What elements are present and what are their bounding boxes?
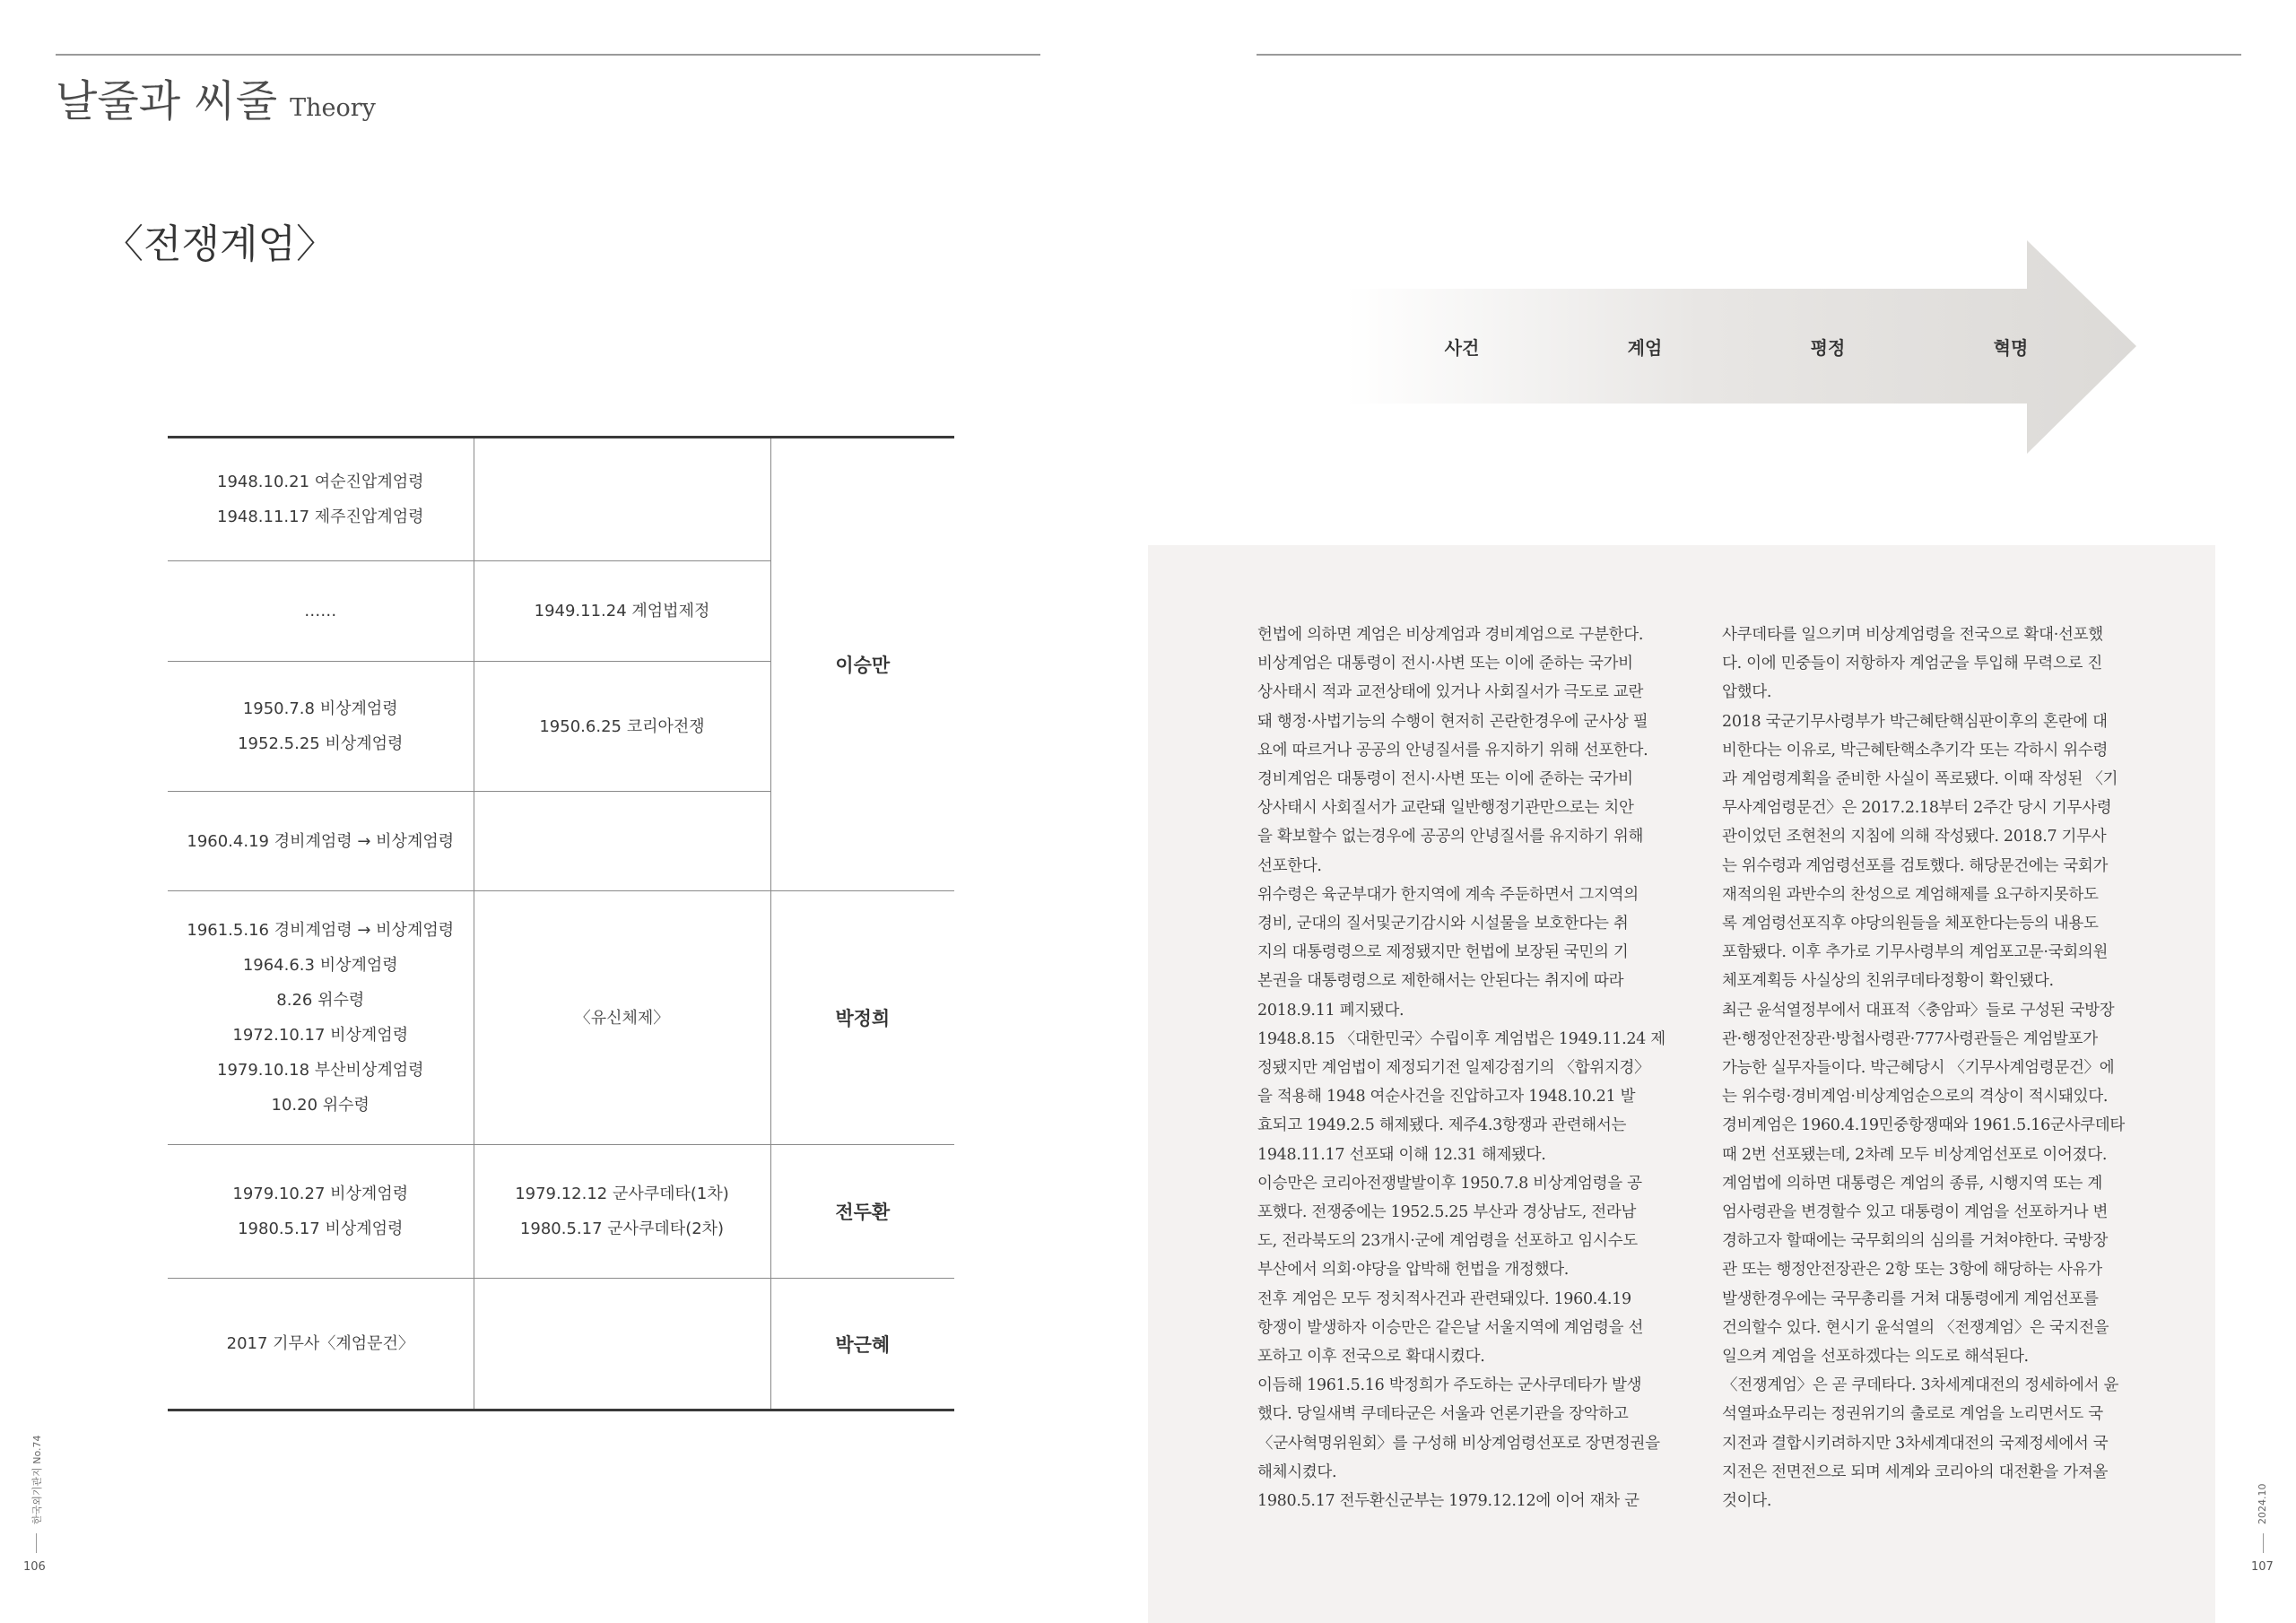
martial-law-cell	[168, 561, 474, 662]
body-text-line: 이승만은 코리아전쟁발발이후 1950.7.8 비상계엄령을 공	[1257, 1174, 1642, 1193]
body-text-line: 지전은 전면전으로 되며 세계와 코리아의 대전환을 가져올	[1722, 1462, 2109, 1481]
body-text-panel	[1148, 545, 2215, 1623]
body-text-line: 해체시켰다.	[1257, 1462, 1337, 1481]
martial-law-entry: 1948.10.21 여순진압계엄령	[217, 473, 424, 491]
body-text-line: 헌법에 의하면 계엄은 비상계엄과 경비계엄으로 구분한다.	[1257, 626, 1644, 644]
event-cell	[474, 1145, 770, 1279]
body-text-line: 효되고 1949.2.5 해제됐다. 제주4.3항쟁과 관련해서는	[1257, 1116, 1627, 1135]
body-text-line: 관·행정안전장관·방첩사령관·777사령관들은 계엄발포가	[1722, 1029, 2098, 1048]
event-cell	[474, 561, 770, 662]
event-entry: 1979.12.12 군사쿠데타(1차)	[515, 1185, 729, 1203]
martial-law-entry: 1979.10.18 부산비상계엄령	[217, 1061, 424, 1080]
stage-incident: 사건	[1444, 337, 1480, 359]
body-text-line: 상사태시 적과 교전상태에 있거나 사회질서가 극도로 교란	[1257, 683, 1644, 702]
header-rule-left	[56, 54, 1040, 56]
right-folio-rule	[2263, 1533, 2264, 1553]
body-text-line: 건의할수 있다. 현시기 윤석열의 〈전쟁계엄〉은 국지전을	[1722, 1318, 2109, 1337]
body-text-line: 가능한 실무자들이다. 박근혜당시 〈기무사계엄령문건〉에	[1722, 1059, 2115, 1078]
event-entry: 1980.5.17 군사쿠데타(2차)	[519, 1219, 725, 1238]
body-text-line: 포했다. 전쟁중에는 1952.5.25 부산과 경상남도, 전라남	[1257, 1203, 1637, 1222]
body-text-line: 포하고 이후 전국으로 확대시켰다.	[1257, 1348, 1485, 1367]
martial-law-entry: 10.20 위수령	[271, 1096, 370, 1115]
body-text-line: 선포한다.	[1257, 856, 1322, 875]
leader-cell: 박근혜	[770, 1279, 954, 1410]
body-text-line: 1948.8.15 〈대한민국〉수립이후 계엄법은 1949.11.24 제	[1257, 1029, 1665, 1048]
body-text-line: 경비계엄은 대통령이 전시·사변 또는 이에 준하는 국가비	[1257, 770, 1633, 789]
table-row	[168, 1145, 954, 1279]
body-column-left	[1257, 621, 1688, 1515]
stage-martial-law: 계엄	[1627, 337, 1663, 359]
body-text-line: 비한다는 이유로, 박근혜탄핵소추기각 또는 각하시 위수령	[1722, 741, 2109, 759]
martial-law-entry: 1961.5.16 경비계엄령 → 비상계엄령	[187, 921, 455, 940]
body-text-line: 〈군사혁명위원회〉를 구성해 비상계엄령선포로 장면정권을	[1257, 1434, 1660, 1453]
body-text-line: 는 위수령과 계엄령선포를 검토했다. 해당문건에는 국회가	[1722, 856, 2109, 875]
martial-law-entry: 1964.6.3 비상계엄령	[242, 956, 398, 975]
body-text-line: 엄사령관을 변경할수 있고 대통령이 계엄을 선포하거나 변	[1722, 1203, 2109, 1222]
leader-cell: 이승만	[770, 438, 954, 891]
martial-law-cell	[168, 792, 474, 891]
body-text-line: 1948.11.17 선포돼 이해 12.31 해제됐다.	[1257, 1145, 1546, 1164]
event-cell	[474, 662, 770, 792]
body-text-line: 포함됐다. 이후 추가로 기무사령부의 계엄포고문·국회의원	[1722, 943, 2109, 962]
martial-law-timeline-table	[168, 436, 954, 1411]
body-text-line: 했다. 당일새벽 쿠데타군은 서울과 언론기관을 장악하고	[1257, 1405, 1629, 1424]
body-text-line: 경비, 군대의 질서및군기감시와 시설물을 보호한다는 취	[1257, 915, 1629, 933]
body-text-line: 경하고자 할때에는 국무회의의 심의를 거쳐야한다. 국방장	[1722, 1232, 2109, 1251]
left-vertical-label: 한국외기관지 No.74	[31, 1435, 43, 1524]
body-text-line: 재적의원 과반수의 찬성으로 계엄해제를 요구하지못하도	[1722, 885, 2099, 904]
stage-revolution: 혁명	[1993, 337, 2029, 359]
martial-law-entry: 1979.10.27 비상계엄령	[232, 1185, 409, 1203]
body-text-line: 다. 이에 민중들이 저항하자 계엄군을 투입해 무력으로 진	[1722, 655, 2103, 673]
martial-law-entry: 1950.7.8 비상계엄령	[242, 699, 398, 718]
body-text-line: 부산에서 의회·야당을 압박해 헌법을 개정했다.	[1257, 1261, 1570, 1280]
martial-law-cell	[168, 438, 474, 561]
martial-law-entry: 1948.11.17 제주진압계엄령	[217, 508, 424, 526]
stage-suppression: 평정	[1810, 337, 1846, 359]
body-text-line: 사쿠데타를 일으키며 비상계엄령을 전국으로 확대·선포했	[1722, 626, 2103, 644]
left-folio-rule	[36, 1533, 37, 1553]
body-text-line: 도, 전라북도의 23개시·군에 계엄령을 선포하고 임시수도	[1257, 1232, 1638, 1251]
body-text-line: 2018.9.11 폐지됐다.	[1257, 1001, 1405, 1020]
body-text-line: 때 2번 선포됐는데, 2차례 모두 비상계엄선포로 이어졌다.	[1722, 1145, 2108, 1164]
body-text-line: 발생한경우에는 국무총리를 거쳐 대통령에게 계엄선포를	[1722, 1289, 2099, 1308]
section-title: 〈전쟁계엄〉	[104, 221, 336, 267]
header-rule-right	[1257, 54, 2241, 56]
body-text-line: 전후 계엄은 모두 정치적사건과 관련돼있다. 1960.4.19	[1257, 1289, 1631, 1308]
body-text-line: 지전과 결합시키려하지만 3차세계대전의 국제정세에서 국	[1722, 1434, 2109, 1453]
body-text-line: 상사태시 사회질서가 교란돼 일반행정기관만으로는 치안	[1257, 799, 1634, 818]
martial-law-entry: 8.26 위수령	[276, 991, 365, 1010]
body-text-line: 돼 행정·사법기능의 수행이 현저히 곤란한경우에 군사상 필	[1257, 712, 1648, 731]
body-text-line: 과 계엄령계획을 준비한 사실이 폭로됐다. 이때 작성된 〈기	[1722, 770, 2118, 789]
table-row	[168, 1279, 954, 1410]
table-row	[168, 891, 954, 1145]
event-cell	[474, 438, 770, 561]
table-row	[168, 438, 954, 561]
body-text-line: 을 확보할수 없는경우에 공공의 안녕질서를 유지하기 위해	[1257, 828, 1644, 846]
martial-law-cell	[168, 891, 474, 1145]
leader-cell: 전두환	[770, 1145, 954, 1279]
body-text-line: 을 적용해 1948 여순사건을 진압하고자 1948.10.21 발	[1257, 1088, 1636, 1107]
body-text-line: 1980.5.17 전두환신군부는 1979.12.12에 이어 재차 군	[1257, 1492, 1639, 1511]
body-text-line: 압했다.	[1722, 683, 1772, 702]
body-text-line: 록 계엄령선포직후 야당의원들을 체포한다는등의 내용도	[1722, 915, 2099, 933]
header-subtitle: Theory	[290, 94, 376, 122]
martial-law-entry: 1952.5.25 비상계엄령	[238, 734, 404, 753]
body-text-line: 관이었던 조현천의 지침에 의해 작성됐다. 2018.7 기무사	[1722, 828, 2107, 846]
header-title	[56, 66, 376, 128]
martial-law-cell	[168, 662, 474, 792]
body-text-line: 것이다.	[1722, 1492, 1772, 1511]
martial-law-cell	[168, 1279, 474, 1410]
body-text-line: 일으켜 계엄을 선포하겠다는 의도로 해석된다.	[1722, 1348, 2029, 1367]
body-text-line: 지의 대통령령으로 제정됐지만 헌법에 보장된 국민의 기	[1257, 943, 1629, 962]
body-text-line: 이듬해 1961.5.16 박정희가 주도하는 군사쿠데타가 발생	[1257, 1376, 1642, 1395]
body-text-line: 무사계엄령문건〉은 2017.2.18부터 2주간 당시 기무사령	[1722, 799, 2112, 818]
left-page-number: 106	[23, 1560, 46, 1574]
body-text-line: 위수령은 육군부대가 한지역에 계속 주둔하면서 그지역의	[1257, 885, 1639, 904]
body-text-line: 항쟁이 발생하자 이승만은 같은날 서울지역에 계엄령을 선	[1257, 1318, 1644, 1337]
body-text-line: 계엄법에 의하면 대통령은 계엄의 종류, 시행지역 또는 계	[1722, 1174, 2103, 1193]
body-text-line: 석열파쇼무리는 정권위기의 출로로 계엄을 노리면서도 국	[1722, 1405, 2103, 1424]
body-text-line: 정됐지만 계엄법이 제정되기전 일제강점기의 〈합위지경〉	[1257, 1059, 1650, 1078]
body-text-line: 경비계엄은 1960.4.19민중항쟁때와 1961.5.16군사쿠데타	[1722, 1116, 2125, 1135]
event-cell	[474, 1279, 770, 1410]
martial-law-entry: ……	[304, 602, 337, 621]
martial-law-entry: 1960.4.19 경비계엄령 → 비상계엄령	[187, 831, 455, 851]
martial-law-entry: 2017 기무사〈계엄문건〉	[226, 1334, 414, 1353]
right-page-number: 107	[2251, 1560, 2274, 1574]
body-text-line: 2018 국군기무사령부가 박근혜탄핵심판이후의 혼란에 대	[1722, 712, 2108, 731]
body-text-line: 최근 윤석열정부에서 대표적〈충암파〉들로 구성된 국방장	[1722, 1001, 2115, 1020]
body-text-line: 관 또는 행정안전장관은 2항 또는 3항에 해당하는 사유가	[1722, 1261, 2102, 1280]
body-text-line: 〈전쟁계엄〉은 곧 쿠데타다. 3차세계대전의 정세하에서 윤	[1722, 1376, 2119, 1395]
body-text-line: 는 위수령·경비계엄·비상계엄순으로의 격상이 적시돼있다.	[1722, 1088, 2109, 1107]
martial-law-entry: 1980.5.17 비상계엄령	[238, 1219, 404, 1238]
event-entry: 1950.6.25 코리아전쟁	[539, 716, 705, 736]
body-text-line: 체포계획등 사실상의 친위쿠데타정황이 확인됐다.	[1722, 972, 2054, 991]
body-text-line: 요에 따르거나 공공의 안녕질서를 유지하기 위해 선포한다.	[1257, 741, 1648, 759]
header-title-korean: 날줄과 씨줄	[56, 76, 278, 126]
event-entry: 〈유신체제〉	[574, 1008, 670, 1028]
event-cell	[474, 891, 770, 1145]
event-cell	[474, 792, 770, 891]
leader-cell: 박정희	[770, 891, 954, 1145]
body-column-right	[1722, 621, 2152, 1515]
event-entry: 1949.11.24 계엄법제정	[534, 602, 710, 621]
martial-law-cell	[168, 1145, 474, 1279]
martial-law-entry: 1972.10.17 비상계엄령	[232, 1026, 409, 1045]
right-vertical-label: 2024.10	[2257, 1483, 2268, 1524]
body-text-line: 본권을 대통령령으로 제한해서는 안된다는 취지에 따라	[1257, 972, 1624, 991]
body-text-line: 비상계엄은 대통령이 전시·사변 또는 이에 준하는 국가비	[1257, 655, 1633, 673]
